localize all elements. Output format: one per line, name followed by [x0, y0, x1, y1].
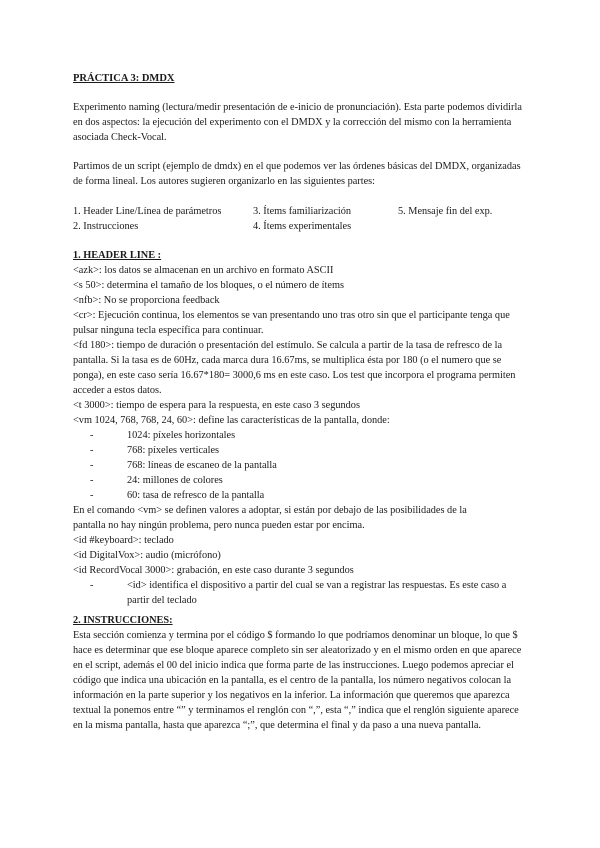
list-item: - 60: tasa de refresco de la pantalla: [90, 488, 528, 503]
list-item: - 24: millones de colores: [90, 473, 528, 488]
azk-line: <azk>: los datos se almacenan en un archivo en formato ASCII: [73, 265, 334, 276]
header-line-heading: 1. HEADER LINE :: [73, 250, 162, 261]
list-item: - 1024: píxeles horizontales: [90, 428, 528, 443]
cr-paragraph: <cr>: Ejecución continua, los elementos se van presentando uno tras otro sin que el participante tenga que pulsar ninguna tecla específica para continuar.: [73, 310, 510, 336]
keyboard-line: <id #keyboard>: teclado: [73, 535, 174, 546]
section-item: 2. Instrucciones: [73, 221, 139, 232]
sections-list: [73, 204, 533, 236]
instrucciones-heading: 2. INSTRUCCIONES:: [73, 615, 173, 626]
list-item: - <id> identifica el dispositivo a partir del cual se van a registrar las respuestas. Es este caso a partir del teclado: [90, 578, 528, 608]
recordvocal-line: <id RecordVocal 3000>: grabación, en este caso durante 3 segundos: [73, 565, 354, 576]
instrucciones-text: Esta sección comienza y termina por el código $ formando lo que podríamos denominar un bloque, lo que $ hace es determinar que ese bloque aparece completo sin ser aleatorizado y en el mismo orden en que aparece en el script, además el 00 del inicio indica que forma parte de las instrucciones. Luego podemos apreciar el código que indica una ubicación en la pantalla, es el centro de la pantalla, los número negativos colocan la información en la parte superior y los negativos en la inferior. La información que queremos que aparezca textual la ponemos entre “” y terminamos el renglón con “,”, esta “,” indica que el renglón siguiente aparece en la misma pantalla, hasta que aparezca “;”, que determina el final y da paso a una nueva pantalla.: [73, 630, 522, 731]
section-item: 4. Ítems experimentales: [253, 221, 352, 232]
digitalvox-line: <id DigitalVox>: audio (micrófono): [73, 550, 221, 561]
id-list: [73, 578, 528, 608]
script-intro-paragraph: [73, 159, 528, 189]
fd-paragraph: <fd 180>: tiempo de duración o presentación del estímulo. Se calcula a partir de la tasa de refresco de la pantalla. Si la tasa es de 60Hz, cada marca dura 16.67ms, se multiplica ésta por 180 (o el numero que se ponga), en este caso sería 16.67*180= 3000,6 ms en este caso. Los test que incorpora el programa permiten acceder a estos datos.: [73, 340, 516, 396]
t3000-line: <t 3000>: tiempo de espera para la respuesta, en este caso 3 segundos: [73, 400, 360, 411]
s50-line: <s 50>: determina el tamaño de los bloques, o el número de ítems: [73, 280, 344, 291]
intro-paragraph: [73, 100, 528, 145]
page-title: PRÁCTICA 3: DMDX: [73, 73, 175, 84]
section-item: 1. Header Line/Línea de parámetros: [73, 206, 222, 217]
nfb-line: <nfb>: No se proporciona feedback: [73, 295, 220, 306]
vm-list: [73, 428, 528, 503]
vm-note: En el comando <vm> se definen valores a adoptar, si están por debajo de las posibilidades de la pantalla no hay ningún problema, pero nunca pueden estar por encima.: [73, 505, 467, 531]
script-intro-text: Partimos de un script (ejemplo de dmdx) en el que podemos ver las órdenes básicas del DMDX, organizadas de forma lineal. Los autores sugieren organizarlo en las siguientes partes:: [73, 161, 521, 187]
list-item: - 768: píxeles verticales: [90, 443, 528, 458]
section-item: 3. Ítems familiarización: [253, 206, 352, 217]
instrucciones-section: [73, 613, 528, 733]
list-item: - 768: líneas de escaneo de la pantalla: [90, 458, 528, 473]
section-item: 5. Mensaje fin del exp.: [398, 206, 493, 217]
intro-text: Experimento naming (lectura/medir presentación de e-inicio de pronunciación). Esta parte podemos dividirla en dos aspectos: la ejecución del experimento con el DMDX y la corrección del mismo con la herramienta asociada Check-Vocal.: [73, 102, 522, 143]
header-line-section: [73, 248, 528, 608]
vm-line: <vm 1024, 768, 768, 24, 60>: define las características de la pantalla, donde:: [73, 415, 390, 426]
